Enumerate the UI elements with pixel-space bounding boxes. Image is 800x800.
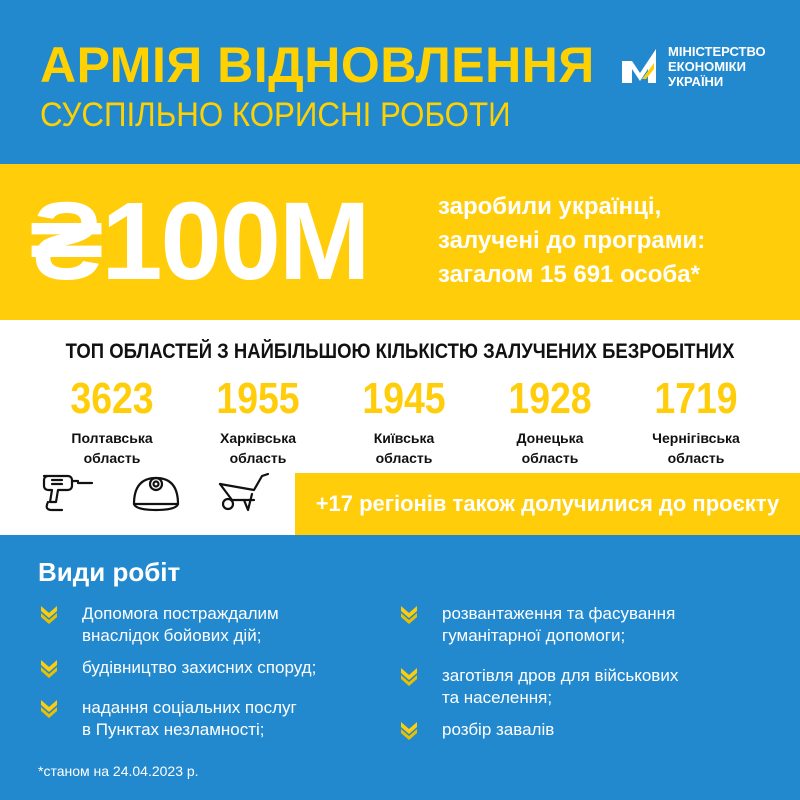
region-name: Київська <box>373 430 435 446</box>
region-name: Харківська <box>219 430 296 446</box>
header-section <box>0 0 800 164</box>
region-stat <box>42 374 182 468</box>
work-item <box>398 665 678 709</box>
work-icons <box>38 470 274 514</box>
region-name: Донецька <box>516 430 584 446</box>
work-text: в Пунктах незламності; <box>82 720 265 739</box>
work-text: будівництво захисних споруд; <box>82 658 317 677</box>
region-name: Полтавська <box>71 430 153 446</box>
region-count: 3623 <box>70 374 154 423</box>
region-suffix: область <box>375 450 433 466</box>
work-text: заготівля дров для військових <box>442 666 679 685</box>
double-chevron-icon <box>398 603 420 625</box>
work-text: надання соціальних послуг <box>82 698 297 717</box>
top-regions-title: ТОП ОБЛАСТЕЙ З НАЙБІЛЬШОЮ КІЛЬКІСТЮ ЗАЛУЧЕНИХ БЕЗРОБІТНИХ <box>65 340 735 363</box>
region-stat <box>480 374 620 468</box>
description-line: залучені до програми: <box>438 227 706 254</box>
ministry-name <box>668 44 766 89</box>
earnings-description <box>438 190 705 292</box>
wheelbarrow-icon <box>214 470 274 514</box>
top-regions-section <box>0 320 800 538</box>
work-item <box>38 697 297 741</box>
region-suffix: область <box>229 450 287 466</box>
region-count: 1928 <box>508 374 592 423</box>
double-chevron-icon <box>38 697 60 719</box>
work-item <box>398 719 554 741</box>
work-types-title: Види робіт <box>38 557 181 587</box>
double-chevron-icon <box>398 665 420 687</box>
work-text: Допомога постраждалим <box>82 604 279 623</box>
logo-line: ЕКОНОМІКИ <box>668 59 746 74</box>
work-text: гуманітарної допомоги; <box>442 626 626 645</box>
region-stat <box>334 374 474 468</box>
earnings-section <box>0 164 800 320</box>
work-text: внаслідок бойових дій; <box>82 626 262 645</box>
region-count: 1945 <box>362 374 446 423</box>
region-count: 1955 <box>216 374 300 423</box>
region-stat <box>626 374 766 468</box>
work-item <box>38 657 316 679</box>
region-suffix: область <box>83 450 141 466</box>
footnote: *станом на 24.04.2023 р. <box>38 763 199 779</box>
logo-line: УКРАЇНИ <box>668 74 724 89</box>
double-chevron-icon <box>398 719 420 741</box>
description-line: заробили українці, <box>438 193 662 220</box>
earnings-amount: ₴100М <box>30 180 369 303</box>
more-regions-banner: +17 регіонів також долучилися до проєкту <box>295 473 800 535</box>
double-chevron-icon <box>38 603 60 625</box>
region-suffix: область <box>667 450 725 466</box>
work-item <box>38 603 279 647</box>
ministry-logo <box>620 44 766 89</box>
ministry-m-logo-icon <box>620 47 660 87</box>
page-subtitle: СУСПІЛЬНО КОРИСНІ РОБОТИ <box>40 96 511 134</box>
work-text: розвантаження та фасування <box>442 604 676 623</box>
work-types-section <box>0 535 800 800</box>
region-suffix: область <box>521 450 579 466</box>
page-title: АРМІЯ ВІДНОВЛЕННЯ <box>40 37 595 93</box>
description-line: загалом 15 691 особа* <box>438 261 700 288</box>
hard-hat-icon <box>126 470 186 514</box>
work-text: розбір завалів <box>442 720 555 739</box>
logo-line: МІНІСТЕРСТВО <box>668 44 766 59</box>
work-item <box>398 603 675 647</box>
work-text: та населення; <box>442 688 553 707</box>
region-stat <box>188 374 328 468</box>
region-count: 1719 <box>654 374 738 423</box>
double-chevron-icon <box>38 657 60 679</box>
region-name: Чернігівська <box>652 430 740 446</box>
drill-icon <box>38 470 98 514</box>
